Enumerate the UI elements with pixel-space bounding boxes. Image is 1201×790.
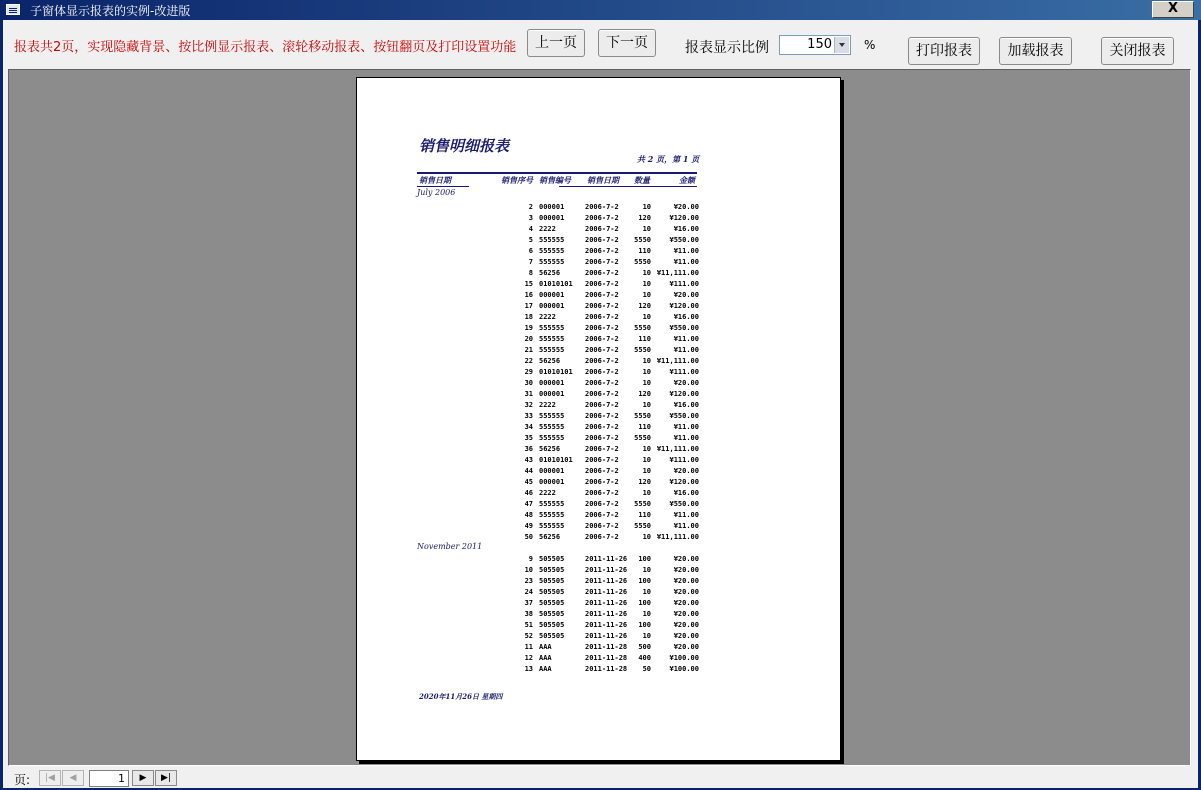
cell-seq: 12 — [524, 654, 533, 662]
table-row — [357, 664, 842, 675]
col-header-sale-date: 销售日期 — [419, 175, 451, 185]
cell-date: 2006-7-2 — [585, 533, 619, 541]
cell-date: 2011-11-26 — [585, 566, 628, 574]
cell-seq: 22 — [524, 357, 533, 365]
cell-amount: ¥20.00 — [673, 577, 699, 585]
cell-sale-no: 56256 — [539, 357, 561, 365]
table-row — [357, 609, 842, 620]
cell-sale-no: 505505 — [539, 555, 565, 563]
cell-date: 2006-7-2 — [585, 291, 619, 299]
cell-seq: 18 — [524, 313, 533, 321]
cell-amount: ¥20.00 — [673, 379, 699, 387]
cell-amount: ¥11.00 — [673, 522, 699, 530]
prev-record-button[interactable] — [62, 770, 84, 786]
cell-amount: ¥20.00 — [673, 588, 699, 596]
cell-date: 2006-7-2 — [585, 522, 619, 530]
form-body — [3, 20, 1198, 788]
cell-seq: 16 — [524, 291, 533, 299]
cell-seq: 2 — [528, 203, 533, 211]
cell-amount: ¥16.00 — [673, 313, 699, 321]
cell-qty: 100 — [638, 621, 651, 629]
title-bar — [0, 0, 1201, 20]
cell-sale-no: 000001 — [539, 302, 565, 310]
table-row — [357, 367, 842, 378]
cell-sale-no: 000001 — [539, 478, 565, 486]
cell-seq: 29 — [524, 368, 533, 376]
cell-qty: 120 — [638, 390, 651, 398]
cell-qty: 120 — [638, 302, 651, 310]
cell-sale-no: 555555 — [539, 247, 565, 255]
table-row — [357, 521, 842, 532]
cell-amount: ¥11.00 — [673, 423, 699, 431]
cell-amount: ¥550.00 — [669, 500, 699, 508]
cell-amount: ¥11,111.00 — [656, 357, 699, 365]
cell-date: 2006-7-2 — [585, 500, 619, 508]
cell-qty: 10 — [642, 467, 651, 475]
cell-qty: 10 — [642, 280, 651, 288]
page-number-input[interactable]: 1 — [89, 770, 129, 787]
cell-qty: 10 — [642, 610, 651, 618]
cell-amount: ¥20.00 — [673, 610, 699, 618]
zoom-label: 报表显示比例 — [685, 40, 769, 56]
cell-qty: 5550 — [634, 236, 651, 244]
cell-amount: ¥16.00 — [673, 225, 699, 233]
cell-date: 2006-7-2 — [585, 390, 619, 398]
chevron-down-icon[interactable] — [834, 37, 849, 53]
cell-date: 2011-11-26 — [585, 577, 628, 585]
table-row — [357, 389, 842, 400]
cell-qty: 400 — [638, 654, 651, 662]
cell-seq: 36 — [524, 445, 533, 453]
prev-icon: ◀ — [69, 773, 77, 783]
report-footer: 2020年11月26日 星期四 — [419, 692, 503, 701]
cell-amount: ¥111.00 — [669, 368, 699, 376]
table-row — [357, 312, 842, 323]
col-header-date: 销售日期 — [587, 175, 619, 185]
table-row — [357, 576, 842, 587]
cell-date: 2011-11-26 — [585, 599, 628, 607]
cell-date: 2006-7-2 — [585, 434, 619, 442]
cell-date: 2006-7-2 — [585, 467, 619, 475]
cell-amount: ¥100.00 — [669, 654, 699, 662]
table-row — [357, 279, 842, 290]
cell-amount: ¥11.00 — [673, 258, 699, 266]
cell-amount: ¥550.00 — [669, 236, 699, 244]
cell-sale-no: 01010101 — [539, 280, 573, 288]
cell-qty: 10 — [642, 368, 651, 376]
cell-seq: 3 — [528, 214, 533, 222]
cell-date: 2006-7-2 — [585, 324, 619, 332]
table-row — [357, 477, 842, 488]
table-row — [357, 257, 842, 268]
table-row — [357, 378, 842, 389]
cell-seq: 30 — [524, 379, 533, 387]
cell-sale-no: 56256 — [539, 269, 561, 277]
next-icon: ▶ — [139, 773, 147, 783]
cell-amount: ¥11.00 — [673, 434, 699, 442]
cell-qty: 120 — [638, 478, 651, 486]
cell-amount: ¥120.00 — [669, 390, 699, 398]
table-row — [357, 334, 842, 345]
report-rows — [357, 202, 842, 543]
cell-qty: 100 — [638, 599, 651, 607]
cell-sale-no: 56256 — [539, 533, 561, 541]
cell-qty: 10 — [642, 291, 651, 299]
report-page-info: 共 2 页，第 1 页 — [637, 154, 700, 164]
cell-sale-no: AAA — [539, 654, 552, 662]
cell-date: 2006-7-2 — [585, 368, 619, 376]
cell-qty: 10 — [642, 588, 651, 596]
cell-qty: 10 — [642, 489, 651, 497]
prev-page-button[interactable]: 上一页 — [527, 29, 585, 57]
cell-seq: 50 — [524, 533, 533, 541]
cell-seq: 15 — [524, 280, 533, 288]
report-page — [356, 77, 841, 761]
cell-seq: 6 — [528, 247, 533, 255]
zoom-select[interactable] — [779, 35, 851, 55]
cell-date: 2006-7-2 — [585, 478, 619, 486]
cell-qty: 10 — [642, 566, 651, 574]
cell-date: 2006-7-2 — [585, 511, 619, 519]
cell-date: 2006-7-2 — [585, 236, 619, 244]
cell-sale-no: 555555 — [539, 335, 565, 343]
cell-qty: 100 — [638, 577, 651, 585]
cell-seq: 51 — [524, 621, 533, 629]
cell-date: 2006-7-2 — [585, 214, 619, 222]
table-row — [357, 631, 842, 642]
cell-seq: 32 — [524, 401, 533, 409]
cell-seq: 46 — [524, 489, 533, 497]
cell-date: 2006-7-2 — [585, 489, 619, 497]
header-rule — [417, 172, 697, 174]
cell-amount: ¥11.00 — [673, 511, 699, 519]
cell-seq: 33 — [524, 412, 533, 420]
cell-amount: ¥111.00 — [669, 280, 699, 288]
cell-sale-no: 000001 — [539, 467, 565, 475]
navigation-bar — [3, 768, 1198, 788]
cell-amount: ¥20.00 — [673, 555, 699, 563]
report-rows — [357, 554, 842, 675]
cell-sale-no: 56256 — [539, 445, 561, 453]
group-label: November 2011 — [417, 542, 483, 551]
cell-date: 2006-7-2 — [585, 379, 619, 387]
zoom-value: 150 — [807, 37, 832, 52]
cell-qty: 5550 — [634, 434, 651, 442]
cell-seq: 17 — [524, 302, 533, 310]
table-row — [357, 323, 842, 334]
cell-qty: 5550 — [634, 500, 651, 508]
zoom-unit: % — [864, 38, 876, 52]
cell-amount: ¥120.00 — [669, 302, 699, 310]
cell-seq: 20 — [524, 335, 533, 343]
table-row — [357, 235, 842, 246]
cell-qty: 110 — [638, 511, 651, 519]
cell-sale-no: 555555 — [539, 236, 565, 244]
cell-seq: 10 — [524, 566, 533, 574]
cell-date: 2006-7-2 — [585, 247, 619, 255]
table-row — [357, 653, 842, 664]
cell-amount: ¥11.00 — [673, 346, 699, 354]
cell-date: 2006-7-2 — [585, 423, 619, 431]
cell-qty: 5550 — [634, 412, 651, 420]
cell-sale-no: 000001 — [539, 379, 565, 387]
cell-seq: 49 — [524, 522, 533, 530]
cell-amount: ¥550.00 — [669, 324, 699, 332]
cell-sale-no: 505505 — [539, 588, 565, 596]
cell-sale-no: 555555 — [539, 423, 565, 431]
cell-qty: 10 — [642, 379, 651, 387]
cell-seq: 13 — [524, 665, 533, 673]
header-underline — [559, 186, 697, 187]
cell-sale-no: 000001 — [539, 203, 565, 211]
table-row — [357, 290, 842, 301]
cell-sale-no: 2222 — [539, 489, 556, 497]
cell-sale-no: 555555 — [539, 434, 565, 442]
close-window-button[interactable]: X — [1152, 1, 1194, 18]
table-row — [357, 411, 842, 422]
cell-seq: 43 — [524, 456, 533, 464]
cell-date: 2006-7-2 — [585, 346, 619, 354]
cell-date: 2006-7-2 — [585, 445, 619, 453]
group-label: July 2006 — [417, 188, 456, 197]
cell-seq: 9 — [528, 555, 533, 563]
table-row — [357, 345, 842, 356]
cell-sale-no: 01010101 — [539, 456, 573, 464]
cell-amount: ¥11,111.00 — [656, 533, 699, 541]
cell-sale-no: 555555 — [539, 258, 565, 266]
cell-sale-no: 505505 — [539, 577, 565, 585]
cell-amount: ¥120.00 — [669, 214, 699, 222]
cell-sale-no: 2222 — [539, 225, 556, 233]
cell-seq: 34 — [524, 423, 533, 431]
cell-amount: ¥11,111.00 — [656, 269, 699, 277]
cell-date: 2006-7-2 — [585, 302, 619, 310]
cell-qty: 10 — [642, 445, 651, 453]
cell-seq: 19 — [524, 324, 533, 332]
col-header-amount: 金额 — [679, 175, 695, 185]
cell-qty: 5550 — [634, 324, 651, 332]
app-icon — [6, 4, 20, 15]
cell-date: 2006-7-2 — [585, 280, 619, 288]
first-page-button[interactable] — [39, 770, 61, 786]
cell-amount: ¥111.00 — [669, 456, 699, 464]
cell-date: 2006-7-2 — [585, 401, 619, 409]
cell-sale-no: 555555 — [539, 412, 565, 420]
table-row — [357, 444, 842, 455]
cell-qty: 10 — [642, 313, 651, 321]
cell-sale-no: 505505 — [539, 599, 565, 607]
cell-sale-no: 555555 — [539, 346, 565, 354]
table-row — [357, 587, 842, 598]
cell-date: 2011-11-28 — [585, 654, 628, 662]
cell-date: 2006-7-2 — [585, 269, 619, 277]
table-row — [357, 488, 842, 499]
table-row — [357, 422, 842, 433]
cell-amount: ¥550.00 — [669, 412, 699, 420]
last-page-button[interactable] — [155, 770, 177, 786]
window-title: 子窗体显示报表的实例-改进版 — [30, 4, 191, 18]
cell-seq: 4 — [528, 225, 533, 233]
col-header-seq: 销售序号 — [501, 175, 533, 185]
cell-sale-no: 505505 — [539, 566, 565, 574]
cell-seq: 5 — [528, 236, 533, 244]
cell-date: 2006-7-2 — [585, 313, 619, 321]
cell-qty: 100 — [638, 555, 651, 563]
cell-date: 2006-7-2 — [585, 412, 619, 420]
cell-qty: 10 — [642, 401, 651, 409]
cell-sale-no: 000001 — [539, 291, 565, 299]
table-row — [357, 202, 842, 213]
cell-qty: 10 — [642, 225, 651, 233]
table-row — [357, 356, 842, 367]
cell-sale-no: 2222 — [539, 313, 556, 321]
cell-date: 2006-7-2 — [585, 357, 619, 365]
cell-qty: 10 — [642, 357, 651, 365]
next-page-button[interactable]: 下一页 — [598, 29, 656, 57]
cell-qty: 5550 — [634, 346, 651, 354]
cell-amount: ¥11.00 — [673, 335, 699, 343]
cell-sale-no: AAA — [539, 665, 552, 673]
cell-date: 2006-7-2 — [585, 203, 619, 211]
cell-sale-no: AAA — [539, 643, 552, 651]
cell-qty: 10 — [642, 269, 651, 277]
cell-seq: 23 — [524, 577, 533, 585]
cell-sale-no: 01010101 — [539, 368, 573, 376]
cell-seq: 8 — [528, 269, 533, 277]
cell-amount: ¥20.00 — [673, 467, 699, 475]
table-row — [357, 565, 842, 576]
cell-amount: ¥20.00 — [673, 643, 699, 651]
table-row — [357, 620, 842, 631]
cell-amount: ¥20.00 — [673, 632, 699, 640]
page-label: 页: — [14, 773, 31, 787]
table-row — [357, 642, 842, 653]
cell-amount: ¥120.00 — [669, 478, 699, 486]
table-row — [357, 224, 842, 235]
cell-amount: ¥100.00 — [669, 665, 699, 673]
load-report-button[interactable]: 加载报表 — [999, 37, 1072, 65]
close-report-button[interactable]: 关闭报表 — [1101, 37, 1174, 65]
cell-amount: ¥20.00 — [673, 599, 699, 607]
cell-sale-no: 555555 — [539, 522, 565, 530]
table-row — [357, 499, 842, 510]
cell-date: 2011-11-26 — [585, 555, 628, 563]
cell-sale-no: 000001 — [539, 214, 565, 222]
cell-date: 2011-11-26 — [585, 632, 628, 640]
first-page-icon: |◀ — [45, 773, 55, 783]
cell-seq: 38 — [524, 610, 533, 618]
cell-qty: 10 — [642, 632, 651, 640]
cell-sale-no: 505505 — [539, 610, 565, 618]
next-record-button[interactable] — [132, 770, 154, 786]
cell-amount: ¥20.00 — [673, 291, 699, 299]
cell-sale-no: 505505 — [539, 621, 565, 629]
cell-date: 2011-11-26 — [585, 621, 628, 629]
last-page-icon: ▶| — [161, 773, 171, 783]
table-row — [357, 213, 842, 224]
cell-qty: 5550 — [634, 258, 651, 266]
table-row — [357, 246, 842, 257]
cell-seq: 37 — [524, 599, 533, 607]
cell-amount: ¥11.00 — [673, 247, 699, 255]
table-row — [357, 301, 842, 312]
table-row — [357, 510, 842, 521]
cell-sale-no: 555555 — [539, 511, 565, 519]
cell-qty: 120 — [638, 214, 651, 222]
cell-qty: 500 — [638, 643, 651, 651]
cell-seq: 35 — [524, 434, 533, 442]
cell-sale-no: 000001 — [539, 390, 565, 398]
cell-date: 2006-7-2 — [585, 335, 619, 343]
cell-qty: 50 — [642, 665, 651, 673]
report-title: 销售明细报表 — [419, 137, 510, 155]
cell-amount: ¥11,111.00 — [656, 445, 699, 453]
cell-seq: 24 — [524, 588, 533, 596]
cell-seq: 11 — [524, 643, 533, 651]
cell-qty: 10 — [642, 203, 651, 211]
cell-date: 2006-7-2 — [585, 456, 619, 464]
table-row — [357, 466, 842, 477]
cell-seq: 21 — [524, 346, 533, 354]
description-text: 报表共2页，实现隐藏背景、按比例显示报表、滚轮移动报表、按钮翻页及打印设置功能 — [14, 40, 517, 55]
cell-qty: 110 — [638, 247, 651, 255]
cell-date: 2011-11-28 — [585, 665, 628, 673]
cell-sale-no: 505505 — [539, 632, 565, 640]
cell-qty: 5550 — [634, 522, 651, 530]
cell-seq: 47 — [524, 500, 533, 508]
table-row — [357, 268, 842, 279]
cell-date: 2011-11-26 — [585, 610, 628, 618]
cell-amount: ¥16.00 — [673, 401, 699, 409]
col-header-qty: 数量 — [634, 175, 650, 185]
cell-seq: 44 — [524, 467, 533, 475]
cell-amount: ¥20.00 — [673, 566, 699, 574]
table-row — [357, 554, 842, 565]
report-preview-area[interactable] — [8, 69, 1191, 766]
cell-amount: ¥20.00 — [673, 621, 699, 629]
cell-seq: 48 — [524, 511, 533, 519]
cell-seq: 31 — [524, 390, 533, 398]
table-row — [357, 433, 842, 444]
header-underline — [417, 186, 469, 187]
cell-qty: 110 — [638, 423, 651, 431]
table-row — [357, 455, 842, 466]
cell-sale-no: 555555 — [539, 500, 565, 508]
cell-qty: 110 — [638, 335, 651, 343]
cell-sale-no: 2222 — [539, 401, 556, 409]
table-row — [357, 598, 842, 609]
cell-date: 2006-7-2 — [585, 258, 619, 266]
cell-seq: 45 — [524, 478, 533, 486]
cell-seq: 7 — [528, 258, 533, 266]
cell-amount: ¥20.00 — [673, 203, 699, 211]
cell-qty: 10 — [642, 533, 651, 541]
cell-date: 2011-11-26 — [585, 588, 628, 596]
cell-seq: 52 — [524, 632, 533, 640]
print-report-button[interactable]: 打印报表 — [908, 37, 980, 65]
cell-date: 2006-7-2 — [585, 225, 619, 233]
cell-date: 2011-11-28 — [585, 643, 628, 651]
cell-qty: 10 — [642, 456, 651, 464]
cell-amount: ¥16.00 — [673, 489, 699, 497]
col-header-sale-no: 销售编号 — [539, 175, 571, 185]
cell-sale-no: 555555 — [539, 324, 565, 332]
table-row — [357, 400, 842, 411]
